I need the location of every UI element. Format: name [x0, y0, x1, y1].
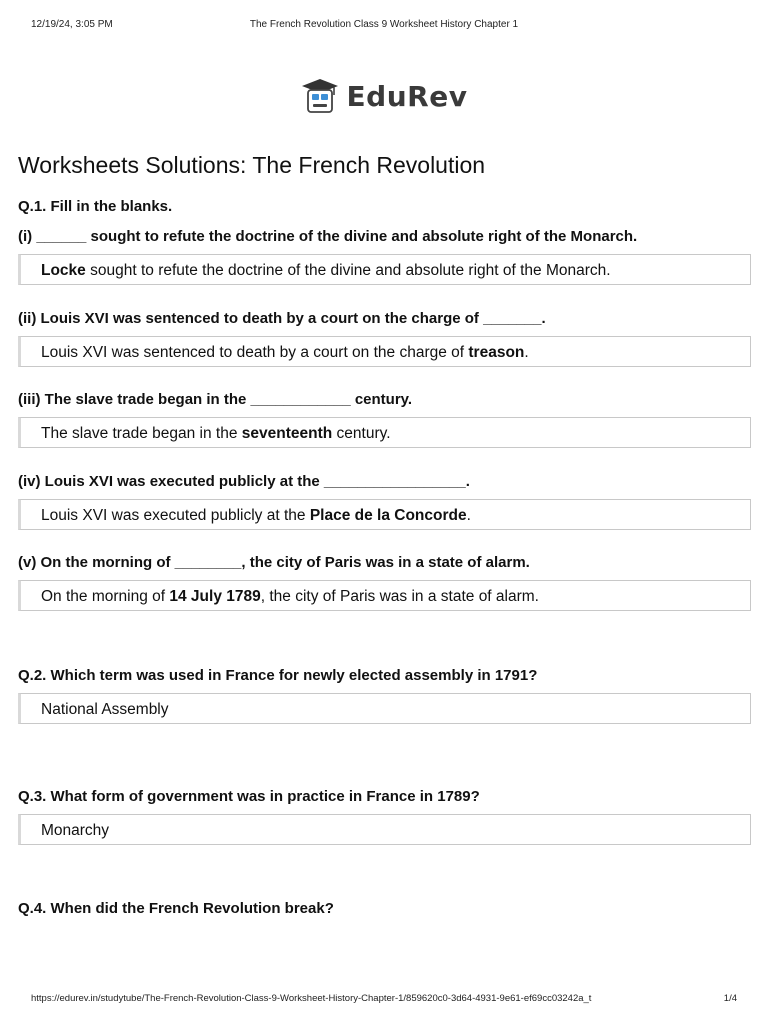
answer-box: National Assembly [18, 693, 751, 724]
question-1-i: (i) ______ sought to refute the doctrine of the divine and absolute right of the Monarch. [18, 228, 638, 245]
source-url: https://edurev.in/studytube/The-French-Revolution-Class-9-Worksheet-History-Chapter-1/859620c0-3d64-4931-9e61-ef69cc03242a_t [31, 993, 592, 1004]
question-1-ii: (ii) Louis XVI was sentenced to death by a court on the charge of _______. [18, 310, 546, 327]
answer-box: Monarchy [18, 814, 751, 845]
question-1-v: (v) On the morning of ________, the city of Paris was in a state of alarm. [18, 554, 530, 571]
answer-highlight: 14 July 1789 [169, 588, 261, 605]
answer-highlight: Place de la Concorde [309, 507, 467, 524]
answer-highlight: treason [468, 344, 525, 361]
question-1-iv: (iv) Louis XVI was executed publicly at the _________________. [18, 473, 470, 490]
page-title: Worksheets Solutions: The French Revolution [18, 152, 486, 178]
question-1-heading: Q.1. Fill in the blanks. [18, 198, 173, 215]
logo-text: EduRev [346, 79, 468, 113]
answer-box: Louis XVI was sentenced to death by a court on the charge of treason. [18, 336, 751, 367]
question-2: Q.2. Which term was used in France for newly elected assembly in 1791? [18, 667, 538, 684]
answer-highlight: Locke [41, 262, 86, 279]
answer-box: Locke sought to refute the doctrine of the divine and absolute right of the Monarch. [18, 254, 751, 285]
answer-box: Louis XVI was executed publicly at the Place de la Concorde. [18, 499, 751, 530]
answer-box: The slave trade began in the seventeenth century. [18, 417, 751, 448]
question-3: Q.3. What form of government was in practice in France in 1789? [18, 788, 480, 805]
page-number: 1/4 [723, 993, 737, 1004]
graduation-cap-mascot-icon [301, 78, 339, 114]
print-datetime: 12/19/24, 3:05 PM [31, 19, 113, 30]
edurev-logo[interactable] [0, 78, 768, 114]
question-4: Q.4. When did the French Revolution break? [18, 900, 334, 917]
worksheet-content [18, 152, 751, 920]
print-page-title: The French Revolution Class 9 Worksheet History Chapter 1 [249, 19, 519, 30]
answer-box: On the morning of 14 July 1789, the city of Paris was in a state of alarm. [18, 580, 751, 611]
question-1-iii: (iii) The slave trade began in the ____________ century. [18, 391, 413, 408]
answer-highlight: seventeenth [241, 425, 333, 442]
